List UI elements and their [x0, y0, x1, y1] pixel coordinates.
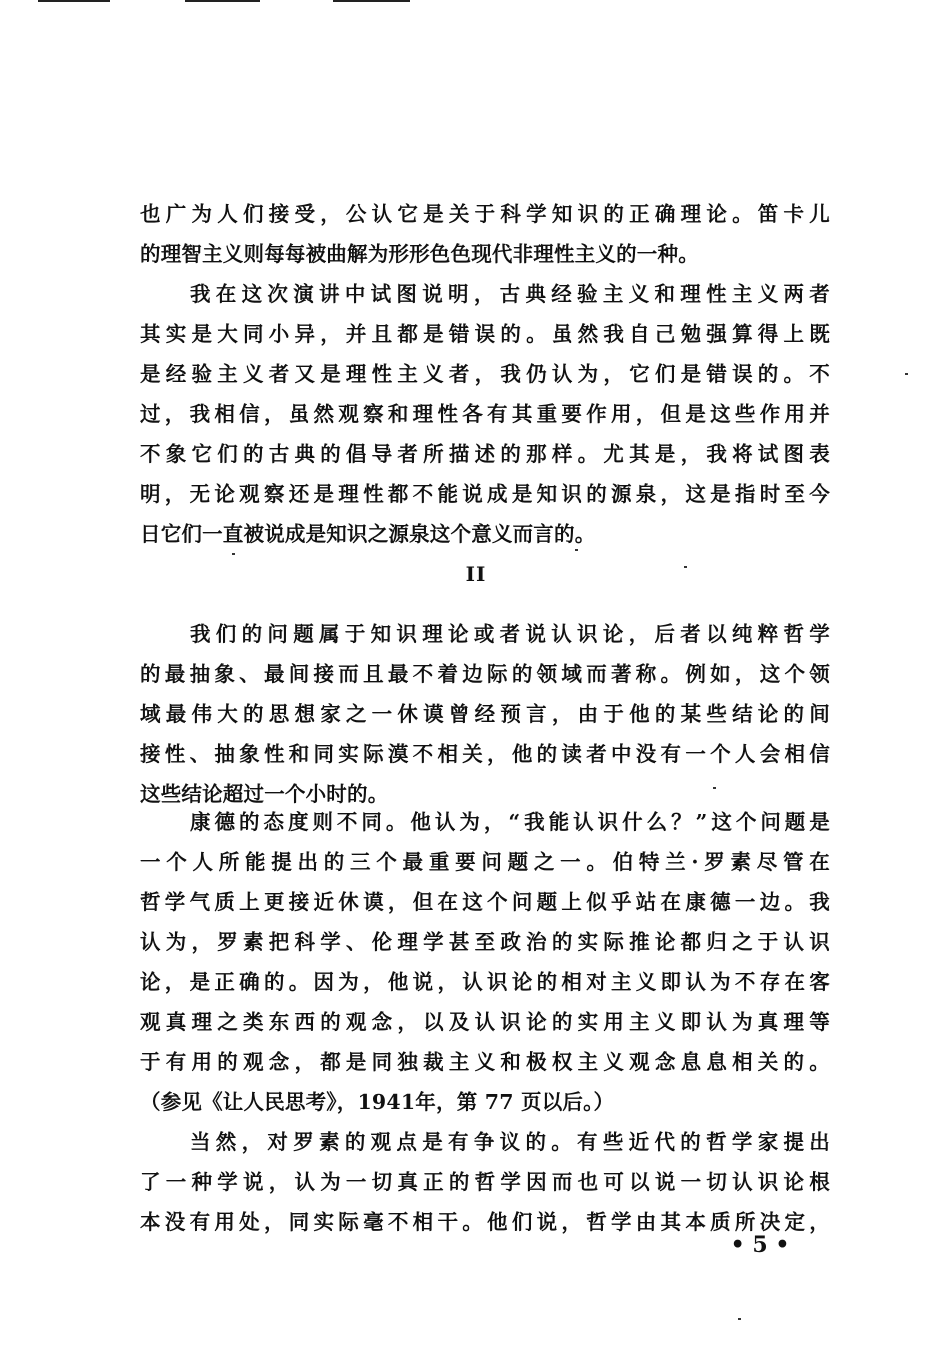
- text-line: 过，我相信，虽然观察和理性各有其重要作用，但是这些作用并: [140, 402, 830, 426]
- top-edge-mark: [333, 0, 410, 2]
- text-line: 明，无论观察还是理性都不能说成是知识的源泉，这是指时至今: [140, 482, 830, 506]
- paragraph-4: [140, 802, 830, 1122]
- text-line: 不象它们的古典的倡导者所描述的那样。尤其是，我将试图表: [140, 442, 830, 466]
- paragraph-3: [140, 614, 830, 814]
- top-edge-mark: [185, 0, 260, 2]
- scan-speck: [713, 787, 716, 789]
- scan-speck: [738, 1318, 741, 1320]
- text-line: 当然，对罗素的观点是有争议的。有些近代的哲学家提出: [190, 1130, 830, 1154]
- text-line: 认为，罗素把科学、伦理学甚至政治的实际推论都归之于认识: [140, 930, 830, 954]
- text-line: 我在这次演讲中试图说明，古典经验主义和理性主义两者: [190, 282, 830, 306]
- text-line: 域最伟大的思想家之一休谟曾经预言，由于他的某些结论的间: [140, 702, 830, 726]
- text-line: 的理智主义则每每被曲解为形形色色现代非理性主义的一种。: [140, 242, 699, 266]
- paragraph-2: [140, 274, 830, 554]
- text-line: 康德的态度则不同。他认为，“我能认识什么？”这个问题是: [190, 810, 830, 834]
- text-line: 论，是正确的。因为，他说，认识论的相对主义即认为不存在客: [140, 970, 830, 994]
- top-edge-mark: [38, 0, 110, 2]
- text-line: 本没有用处，同实际毫不相干。他们说，哲学由其本质所决定，: [140, 1210, 830, 1234]
- text-line: 哲学气质上更接近休谟，但在这个问题上似乎站在康德一边。我: [140, 890, 830, 914]
- section-heading: II: [465, 562, 487, 586]
- text-line: 日它们一直被说成是知识之源泉这个意义而言的。: [140, 522, 596, 546]
- page-number: • 5 •: [730, 1232, 790, 1258]
- text-line: 观真理之类东西的观念，以及认识论的实用主义即认为真理等: [140, 1010, 830, 1034]
- text-line: 的最抽象、最间接而且最不着边际的领域而著称。例如，这个领: [140, 662, 830, 686]
- text-line: 我们的问题属于知识理论或者说认识论，后者以纯粹哲学: [190, 622, 830, 646]
- scan-speck: [905, 373, 908, 375]
- text-line: 接性、抽象性和同实际漠不相关，他的读者中没有一个人会相信: [140, 742, 830, 766]
- text-line: 了一种学说，认为一切真正的哲学因而也可以说一切认识论根: [140, 1170, 830, 1194]
- scan-speck: [575, 549, 578, 551]
- text-line: 是经验主义者又是理性主义者，我仍认为，它们是错误的。不: [140, 362, 830, 386]
- text-line: 这些结论超过一个小时的。: [140, 782, 389, 806]
- text-line: 一个人所能提出的三个最重要问题之一。伯特兰·罗素尽管在: [140, 850, 830, 874]
- text-line: 其实是大同小异，并且都是错误的。虽然我自己勉强算得上既: [140, 322, 830, 346]
- text-line: 于有用的观念，都是同独裁主义和极权主义观念息息相关的。: [140, 1050, 830, 1074]
- paragraph-5: [140, 1122, 830, 1242]
- scan-speck: [684, 566, 687, 568]
- paragraph-1: [140, 194, 830, 274]
- text-line: 也广为人们接受，公认它是关于科学知识的正确理论。笛卡儿: [140, 202, 830, 226]
- text-line: （参见《让人民思考》，1941年，第 77 页以后。）: [140, 1090, 615, 1114]
- scan-speck: [232, 553, 235, 555]
